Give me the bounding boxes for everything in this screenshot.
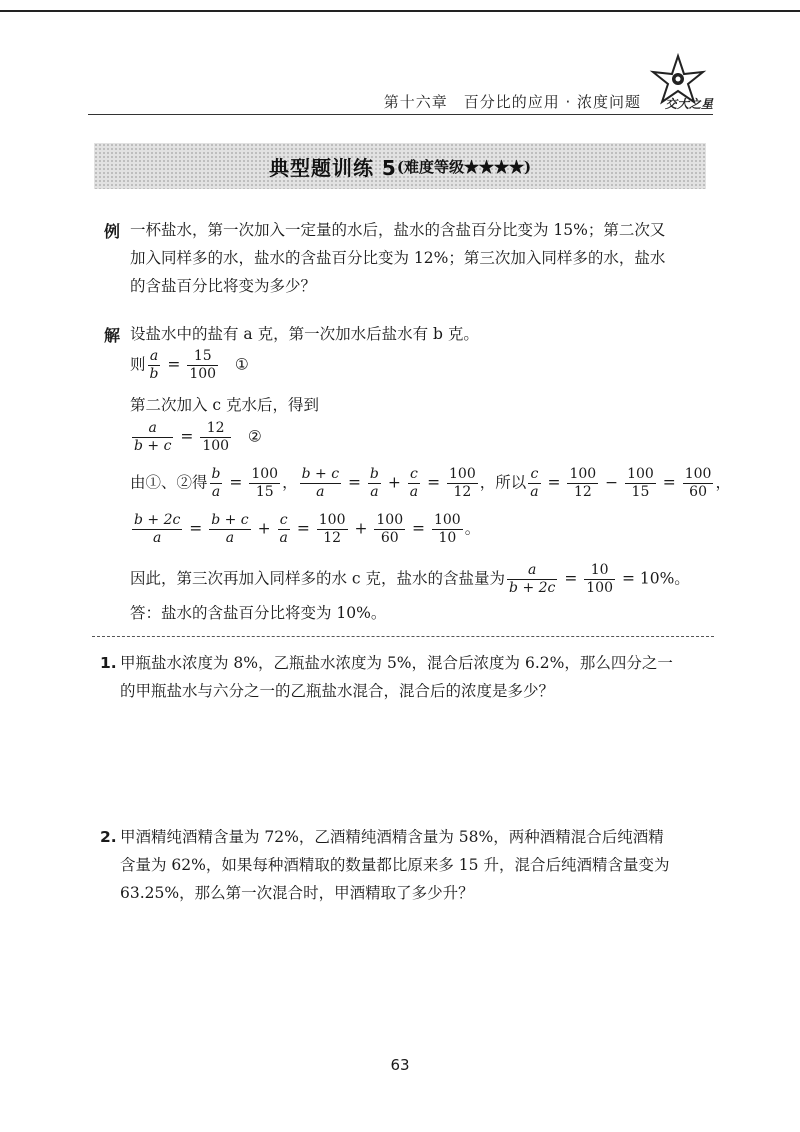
equation-2: $\frac{a}{b + c}$ = $\frac{12}{100}$ ② xyxy=(134,420,262,454)
question-number: 1. xyxy=(100,654,117,672)
equation-4: $\frac{b + 2c}{a}$ = $\frac{b + c}{a}$ + $\frac{c}{a}$ = $\frac{100}{12}$ + $\frac{100}{60}$ = $\frac{100}{10}$ 。 xyxy=(134,512,481,546)
text: 则 xyxy=(130,355,146,374)
dashed-separator xyxy=(92,636,714,637)
example-line: 一杯盐水，第一次加入一定量的水后，盐水的含盐百分比变为 15%；第二次又 xyxy=(130,221,666,239)
circle-one: ① xyxy=(234,355,249,374)
question-number: 2. xyxy=(100,828,117,846)
example-line: 的含盐百分比将变为多少？ xyxy=(130,277,317,295)
example-line: 加入同样多的水，盐水的含盐百分比变为 12%；第三次加入同样多的水，盐水 xyxy=(130,249,666,267)
banner-title: 典型题训练 5 xyxy=(268,155,397,180)
section-banner xyxy=(94,143,706,189)
logo xyxy=(643,48,713,114)
question-line: 甲酒精纯酒精含量为 72%，乙酒精纯酒精含量为 58%，两种酒精混合后纯酒精 xyxy=(120,828,664,846)
equation-3: 由①、②得 $\frac{b}{a}$ = $\frac{100}{15}$ ， $\frac{b + c}{a}$ = $\frac{b}{a}$ + $\frac{c}{a}$ = $\frac{100}{12}$ ，所以 $\frac{c}{a}$ = $\frac{100}{12}$ − $\frac{100}{15}$ = $\frac{100}{60}$ ， xyxy=(130,466,731,500)
fraction: $\frac{12}{100}$ xyxy=(202,420,230,454)
fraction: $\frac{a}{b + c}$ xyxy=(134,420,172,454)
solution-line: 设盐水中的盐有 a 克，第一次加水后盐水有 b 克。 xyxy=(130,325,479,343)
question-line: 甲瓶盐水浓度为 8%，乙瓶盐水浓度为 5%，混合后浓度为 6.2%，那么四分之一 xyxy=(120,654,673,672)
page-number: 63 xyxy=(390,1056,410,1074)
question-line: 63.25%，那么第一次混合时，甲酒精取了多少升？ xyxy=(120,884,474,902)
fraction: $\frac{15}{100}$ xyxy=(189,348,217,382)
example-label: 例 xyxy=(104,222,121,241)
top-rule xyxy=(0,10,800,12)
difficulty-rating: (难度等级★★★★) xyxy=(396,157,532,176)
conclusion-line: 因此，第三次再加入同样多的水 c 克，盐水的含盐量为 $\frac{a}{b + 2c}$ = $\frac{10}{100}$ = 10%。 xyxy=(130,562,690,596)
chapter-title: 第十六章 百分比的应用 · 浓度问题 xyxy=(383,93,641,111)
solution-label: 解 xyxy=(104,326,121,345)
logo-text: 交大之星 xyxy=(664,97,713,111)
circle-two: ② xyxy=(247,427,262,446)
fraction: $\frac{a}{b}$ xyxy=(149,348,159,382)
answer-line: 答：盐水的含盐百分比将变为 10%。 xyxy=(130,604,387,622)
question-line: 的甲瓶盐水与六分之一的乙瓶盐水混合，混合后的浓度是多少？ xyxy=(120,682,555,700)
solution-line: 第二次加入 c 克水后，得到 xyxy=(130,396,320,414)
page-header xyxy=(88,88,713,115)
question-line: 含量为 62%，如果每种酒精取的数量都比原来多 15 升，混合后纯酒精含量变为 xyxy=(120,856,670,874)
equation-1: 则 $\frac{a}{b}$ = $\frac{15}{100}$ ① xyxy=(130,348,249,382)
